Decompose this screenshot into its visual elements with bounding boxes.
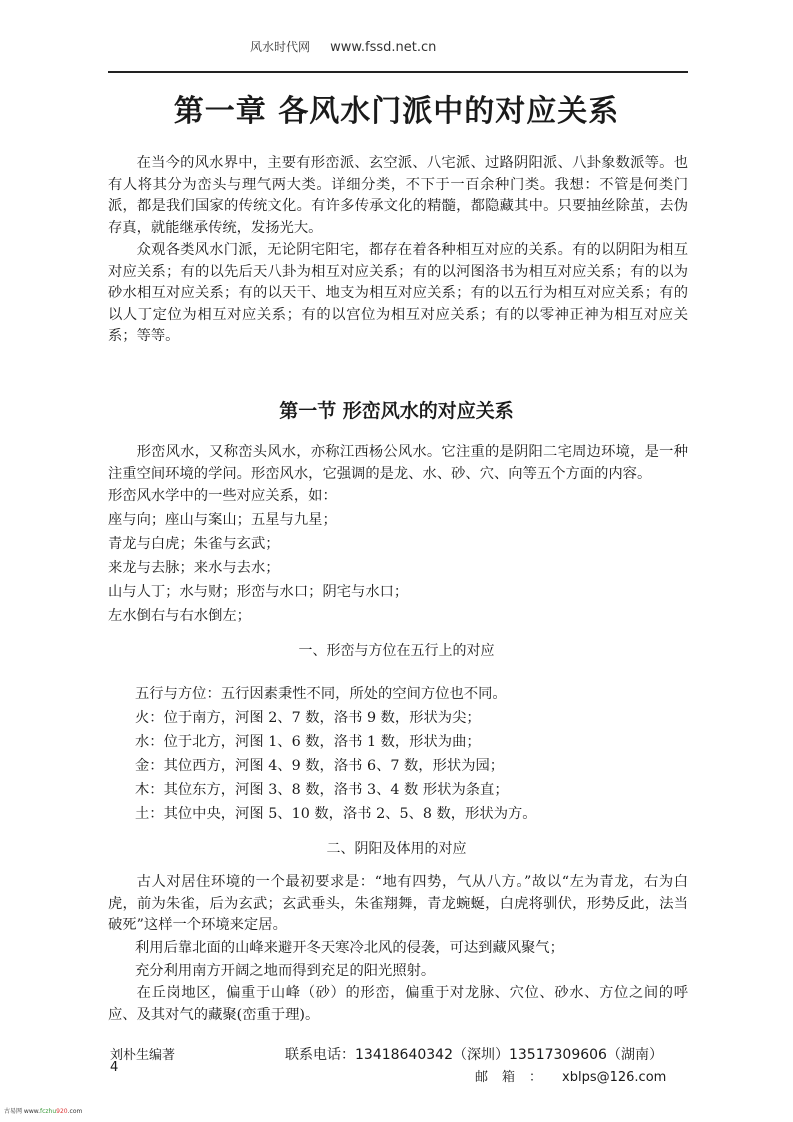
subsection-title-1: 一、形峦与方位在五行上的对应 [298,643,495,659]
wuxing-line: 金：其位西方，河图 4、9 数，洛书 6、7 数，形状为园； [135,758,505,774]
subsection-paragraph: 古人对居住环境的一个最初要求是：“地有四势，气从八方。”故以“左为青龙，右为白虎，前为朱雀，后为玄武；玄武垂头，朱雀翔舞，青龙蜿蜒，白虎将驯伏，形势反此，法当破死”这样一个环境来定居。 [108,874,688,933]
chapter-title: 第一章 各风水门派中的对应关系 [173,94,620,129]
list-item: 来龙与去脉；来水与去水； [108,560,280,576]
subsection-paragraph: 在丘岗地区，偏重于山峰（砂）的形峦，偏重于对龙脉、穴位、砂水、方位之间的呼应、及其对气的藏聚(峦重于理)。 [108,985,688,1023]
section-intro: 形峦风水，又称峦头风水，亦称江西杨公风水。它注重的是阴阳二宅周边环境，是一种注重空间环境的学问。形峦风水，它强调的是龙、水、砂、穴、向等五个方面的内容。 [108,444,688,482]
watermark-green: fczhu [40,1108,57,1115]
list-item: 青龙与白虎；朱雀与玄武； [108,536,280,552]
list-item: 山与人丁；水与财；形峦与水口；阴宅与水口； [108,584,409,600]
watermark-suffix: .com [67,1108,83,1115]
footer-author: 刘朴生编著 [110,1048,176,1063]
email-label: 邮箱： [475,1070,557,1085]
footer-contact: 联系电话：13418640342（深圳）13517309606（湖南） [285,1047,663,1063]
chapter-paragraph-2: 众观各类风水门派，无论阴宅阳宅，都存在着各种相互对应的关系。有的以阴阳为相互对应关系；有的以先后天八卦为相互对应关系；有的以河图洛书为相互对应关系；有的以为砂水相互对应关系；有的以天干、地支为相互对应关系；有的以五行为相互对应关系；有的以人丁定位为相互对应关系；有的以宫位为相互对应关系；有的以零神正神为相互对应关系；等等。 [108,242,688,344]
site-name: 风水时代网 [250,40,311,54]
section-title: 第一节 形峦风水的对应关系 [279,400,514,422]
wuxing-line: 水：位于北方，河图 1、6 数，洛书 1 数，形状为曲； [135,734,481,750]
list-item: 座与向；座山与案山；五星与九星； [108,512,337,528]
subsection-title-2: 二、阴阳及体用的对应 [326,841,467,857]
list-intro: 形峦风水学中的一些对应关系，如： [108,488,337,504]
wuxing-line: 木：其位东方，河图 3、8 数，洛书 3、4 数 形状为条直； [135,782,509,798]
header-divider [108,71,688,73]
watermark-red: 920 [56,1108,68,1115]
email-address[interactable]: xblps@126.com [562,1070,667,1085]
footer-email [475,1066,666,1085]
subsection-line: 充分利用南方开阔之地而得到充足的阳光照射。 [135,963,436,979]
list-item: 左水倒右与右水倒左； [108,608,251,624]
wuxing-line: 土：其位中央，河图 5、10 数，洛书 2、5、8 数，形状为方。 [135,806,537,822]
subsection-line: 利用后靠北面的山峰来避开冬天寒冷北风的侵袭，可达到藏风聚气； [135,940,564,956]
wuxing-line: 五行与方位：五行因素秉性不同，所处的空间方位也不同。 [135,686,507,702]
site-url[interactable]: www.fssd.net.cn [330,40,437,55]
wuxing-line: 火：位于南方，河图 2、7 数，洛书 9 数，形状为尖； [135,710,481,726]
watermark [4,1106,82,1115]
watermark-prefix: 古易网 www. [4,1108,40,1115]
page-number: 4 [110,1060,119,1075]
site-header [250,38,436,55]
chapter-paragraph-1: 在当今的风水界中，主要有形峦派、玄空派、八宅派、过路阴阳派、八卦象数派等。也有人将其分为峦头与理气两大类。详细分类，不下于一百余种门类。我想：不管是何类门派，都是我们国家的传统文化。有许多传承文化的精髓，都隐藏其中。只要抽丝除茧，去伪存真，就能继承传统，发扬光大。 [108,155,688,236]
